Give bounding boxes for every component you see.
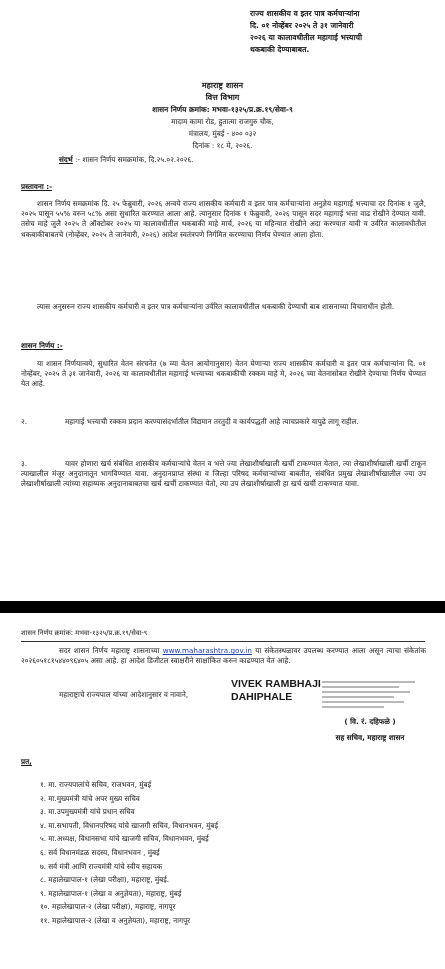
website-link[interactable]: www.maharashtra.gov.in [162,646,252,655]
list-item: ११. महालेखापाल-२ (लेखा व अनुज्ञेयता), महाराष्ट्र, नागपूर [40,915,191,925]
digital-signature-name: VIVEK RAMBHAJI DAHIPHALE [231,678,321,703]
decision-para-2: महागाई भत्त्याची रक्कम प्रदान करण्यासंदर्भातील विद्यमान तरतुदी व कार्यपद्धती आहे त्याचप्रकारे यापुढे लागू राहील. [65,417,359,426]
decision-para-3: यावर होणारा खर्च संबंधित शासकीय कर्मचाऱ्यांचे वेतन व भत्ते ज्या लेखाशीर्षाखाली खर्ची टाकण्यात येतात, त्या लेखाशीर्षाखाली खर्ची टाकून त्याखालील मंजूर अनुदानातून भागविण्यात यावा. अनुदानप्राप्त संस्था व जिल्हा परिषद कर्मचाऱ्यांच्या बाबतीत, संबंधित प्रमुख लेखाशीर्षाखालील ज्या उप लेखाशीर्षाखाली त्यांच्या सहाय्यक अनुदानाबाबतचा खर्च खर्ची टाकण्यात येतो, त्या उप लेखाशीर्षाखाली हा खर्च खर्ची टाकण्यात यावा. [21,459,426,489]
subject-line: थकबाकी देण्याबाबत. [250,45,310,54]
list-item: १०. महालेखापाल-२ (लेखा परीक्षा), महाराष्ट्र, नागपूर [40,902,176,912]
list-item: ६. सर्व विधानमंडळ सदस्य, विधानभवन , मुंबई [40,847,160,857]
address-line-1: मादाम कामा रोड, हुतात्मा राजगुरु चौक, [171,117,274,126]
subject-line: २०२६ या कालावधीतील महागाई भत्त्याची [250,33,363,42]
subject-line: राज्य शासकीय व इतर पात्र कर्मचाऱ्यांना [250,9,360,18]
signer-title: सह सचिव, महाराष्ट्र शासन [335,733,405,742]
reference-label: संदर्भ [59,155,73,164]
copy-heading: प्रत, [21,757,32,766]
distribution-list [40,778,218,928]
decision-para-2-number: २. [21,417,28,426]
decision-para-3-number: ३. [21,459,28,468]
list-item: १. मा. राज्यपालांचे सचिव, राजभवन, मुंबई [40,780,152,789]
list-item: ७. सर्व मंत्री आणि राज्यमंत्री यांचे स्वीय सहायक [40,861,163,871]
list-item: ५. मा.अध्यक्ष, विधानसभा यांचे खाजगी सचिव, विधानभवन, मुंबई [40,834,209,844]
list-item: ४. मा.सभापती, विधानपरिषद यांचे खाजगी सचिव, विधानभवन, मुंबई [40,820,219,830]
list-item: २. मा.मुख्यमंत्री यांचे अपर मुख्य सचिव [40,793,140,803]
list-item: ३. मा.उपमुख्यमंत्री यांचे प्रधान सचिव [40,807,135,817]
subject-block [250,8,440,56]
preamble-heading: प्रस्तावना :- [21,182,53,191]
govt-name: महाराष्ट्र शासन [201,81,244,90]
digital-signature-stamp [322,678,425,718]
order-line: महाराष्ट्राचे राज्यपाल यांच्या आदेशानुसार व नावाने, [59,690,189,699]
running-header: शासन निर्णय क्रमांक: मभवा-१३२५/प्र.क्र.१९/सेवा-९ [21,629,148,637]
header-divider [21,641,425,642]
department-name: वित्त विभाग [205,93,240,102]
preamble-para-1: शासन निर्णय समक्रमांक दि. २५ फेब्रुवारी, २०२६ अन्वये राज्य शासकीय कर्मचारी व इतर पात्र कर्मचाऱ्यांना अनुज्ञेय महागाई भत्त्याचा दर दिनांक १ जुलै, २०२५ पासून ५५% वरुन ५८% असा सुधारित करण्यात आला आहे. त्यानुसार दिनांक १ फेब्रुवारी, २०२६ पासून सदर महागाई भत्ता वाढ रोखीने देण्यात यावी. तसेच माहे जुलै २०२५ ते ऑक्टोबर २०२५ या कालावधीतील थकबाकी माहे मार्च, २०२६ या महिन्यात रोखीने अदा करण्यात यावी व उर्वरित कालावधीतील थकबाकीबाबतचे (नोव्हेंबर, २०२५ ते जानेवारी, २०२६) आदेश स्वतंत्रपणे निर्गमित करण्याचा निर्णय घेण्यात आला होता. [21,199,426,239]
reference [59,155,193,165]
subject-line: दि. ०१ नोव्हेंबर २०२५ ते ३१ जानेवारी [250,21,354,30]
website-para: सदर शासन निर्णय महाराष्ट्र शासनाच्या www.maharashtra.gov.in या संकेतस्थळावर उपलब्ध करण्यात आला असून त्याचा संकेतांक २०२६०५१८१५४४०९६४०५ असा आहे. हा आदेश डिजीटल स्वाक्षरीने साक्षांकित करुन काढण्यात येत आहे. [21,646,426,666]
reference-text: :- शासन निर्णय समक्रमांक, दि.२५.०२.२०२६. [75,155,194,164]
signer-abbreviation: ( वि. रं. दहिफळे ) [344,717,396,726]
decision-heading: शासन निर्णय :- [21,341,63,350]
issue-date: दिनांक : १८ मे, २०२६. [192,141,253,150]
page-break [0,601,445,613]
preamble-para-2: त्यास अनुसरुन राज्य शासकीय कर्मचारी व इतर पात्र कर्मचाऱ्यांना उर्वरित कालावधीतील थकबाकी देण्याची बाब शासनाच्या विचाराधीन होती. [37,302,395,311]
letterhead [0,80,445,152]
list-item: ९. महालेखापाल-१ (लेखा व अनुज्ञेयता), महाराष्ट्र, मुंबई [40,888,182,898]
gr-number: शासन निर्णय क्रमांक: मभवा-१३२५/प्र.क्र.१९/सेवा-९ [152,105,293,114]
decision-para-1: या शासन निर्णयान्वये, सुधारित वेतन संरचनेत (७ व्या वेतन आयोगानुसार) वेतन घेणाऱ्या राज्य शासकीय कर्मचारी व इतर पात्र कर्मचाऱ्यांना दि. ०१ नोव्हेंबर, २०२५ ते ३१ जानेवारी, २०२६ या कालावधीतील महागाई भत्त्याच्या थकबाकीची रक्कम माहे मे, २०२६ च्या वेतनासोबत रोखीने देण्याचा निर्णय घेण्यात येत आहे. [21,359,426,389]
list-item: ८. महालेखापाल-१ (लेखा परीक्षा), महाराष्ट्र, मुंबई. [40,875,170,885]
address-line-2: मंत्रालय, मुंबई - ४०० ०३२ [188,129,257,138]
